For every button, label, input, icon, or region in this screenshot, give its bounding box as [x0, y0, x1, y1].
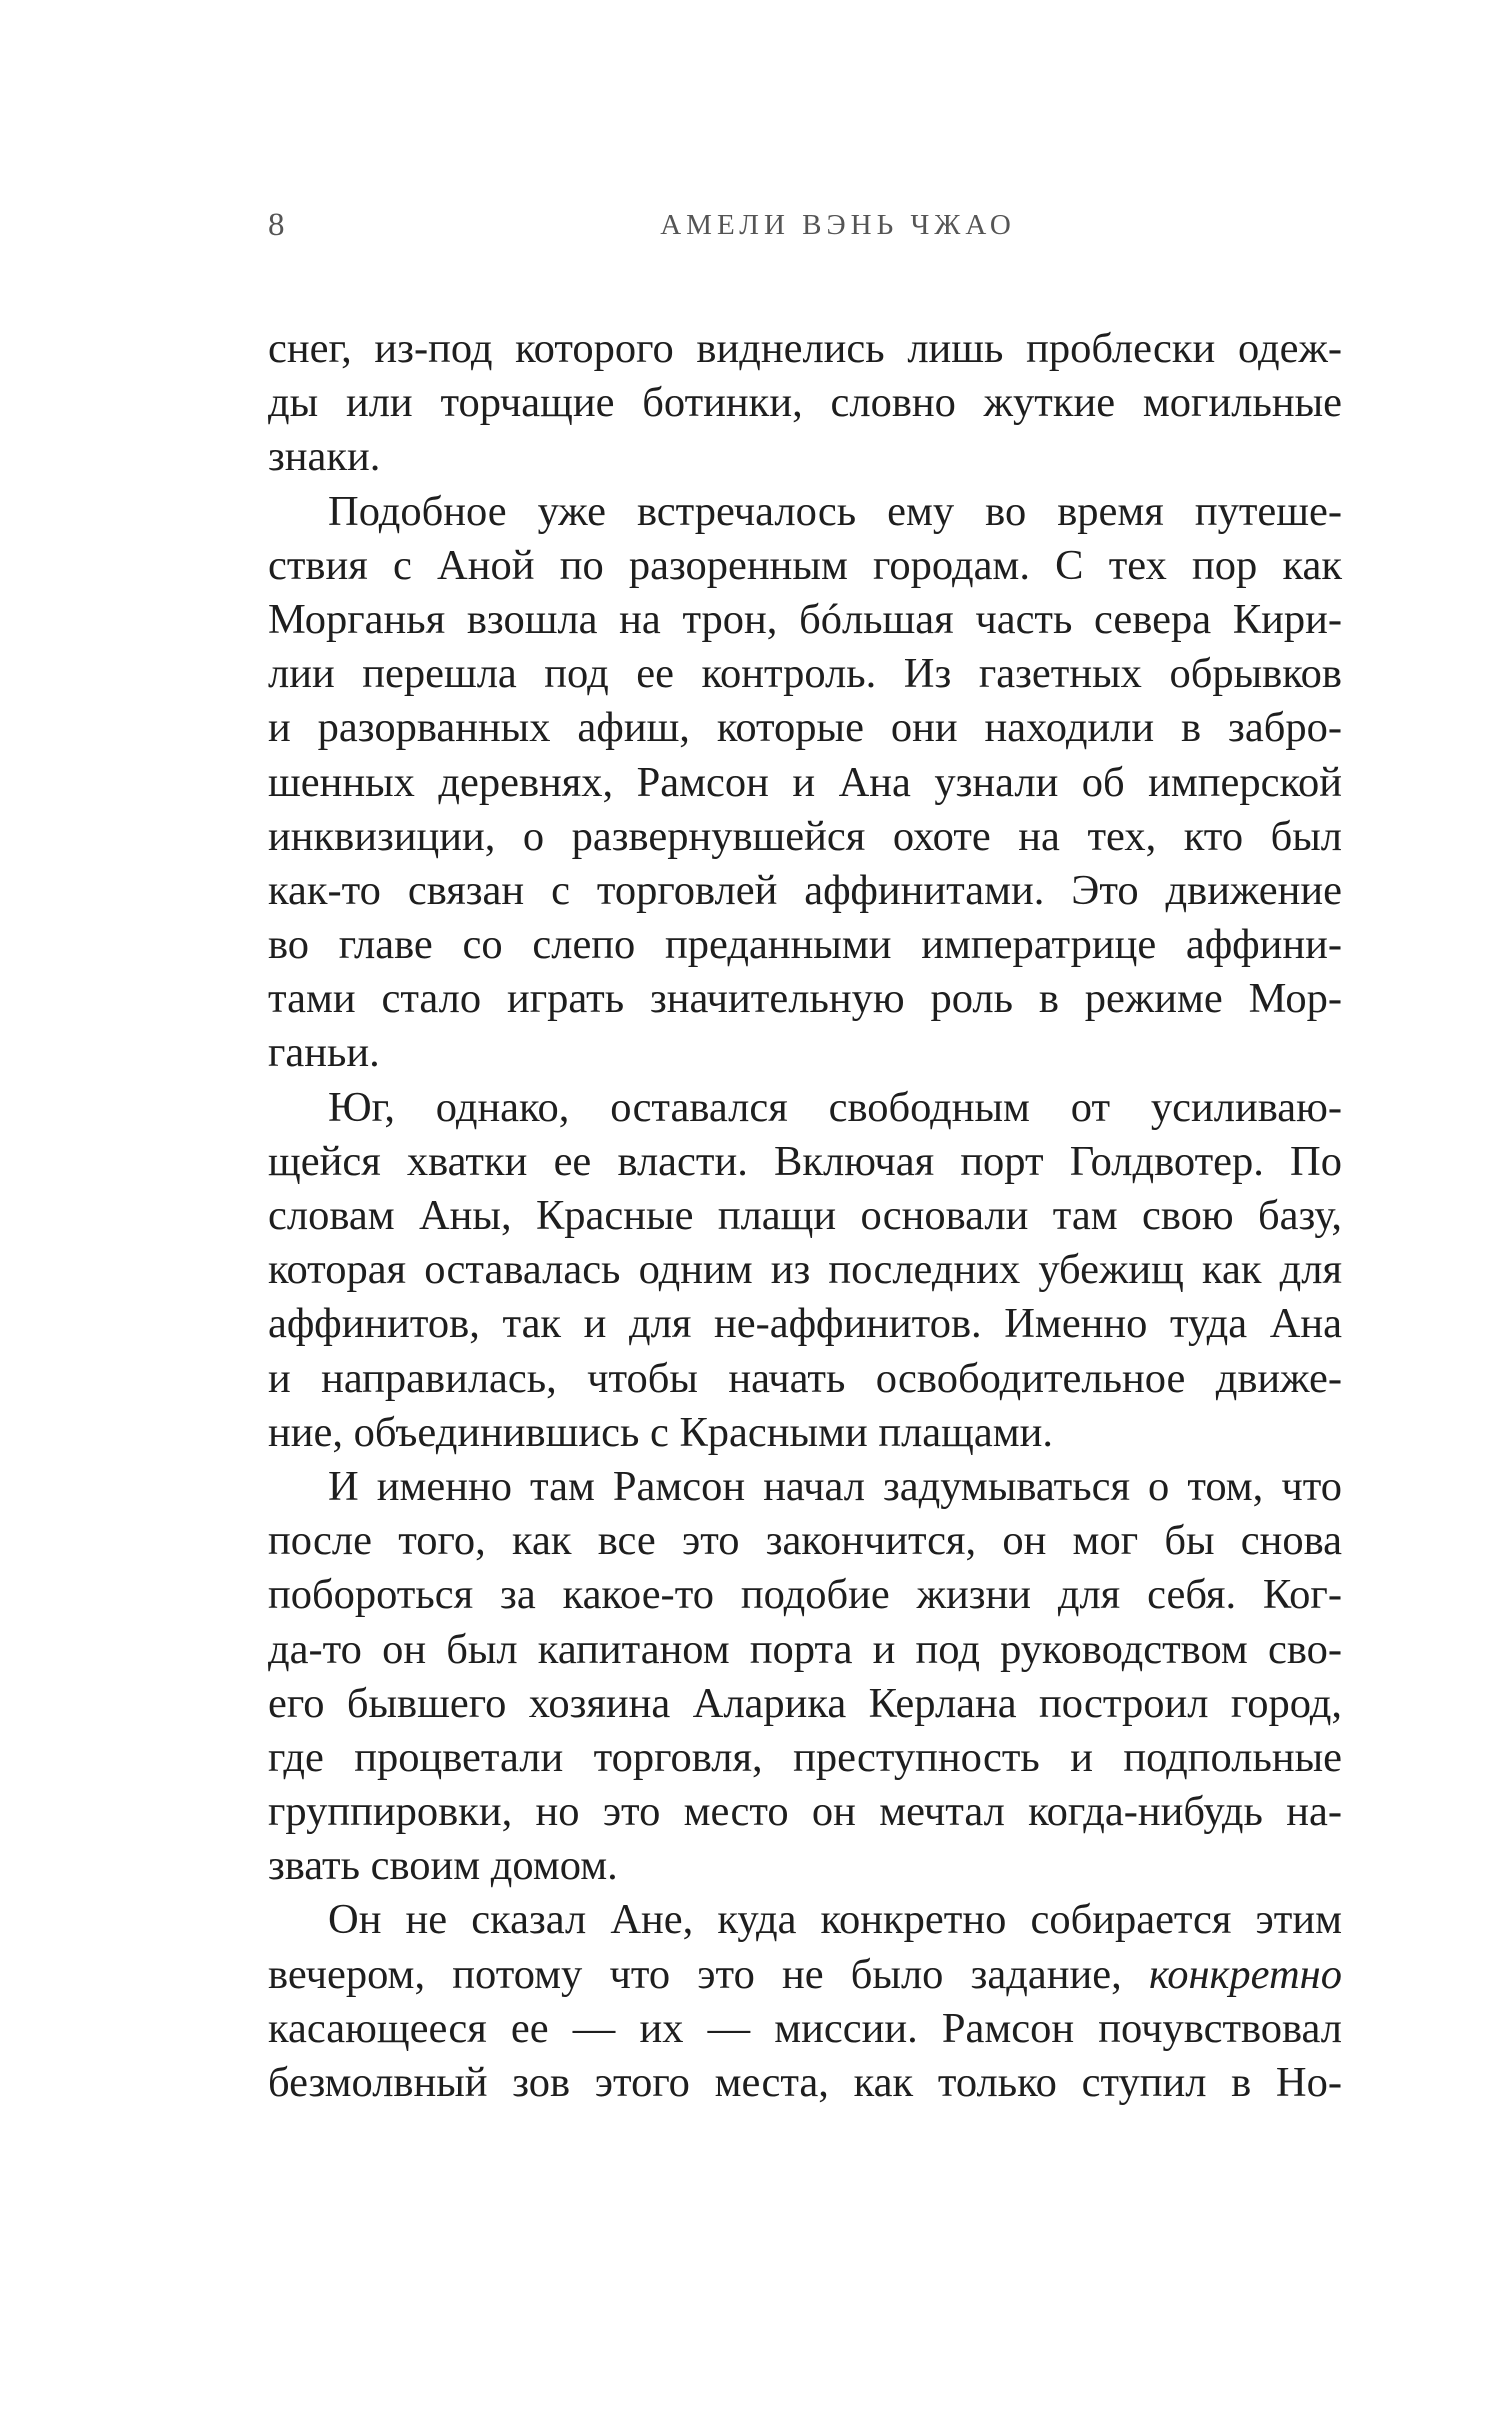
- text-line: ствия с Аной по разоренным городам. С тех пор как: [268, 541, 1342, 589]
- text-line: Морганья взошла на трон, бóльшая часть севера Кири-: [268, 595, 1342, 643]
- text-line: Он не сказал Ане, куда конкретно собирается этим: [328, 1896, 1342, 1944]
- text-line: снег, из-под которого виднелись лишь проблески одеж-: [268, 325, 1342, 372]
- text-line: лии перешла под ее контроль. Из газетных обрывков: [268, 650, 1342, 698]
- text-line: шенных деревнях, Рамсон и Ана узнали об имперской: [268, 758, 1342, 806]
- text-line: которая оставалась одним из последних убежищ как для: [268, 1246, 1342, 1294]
- text-segment: вечером, потому что это не было задание,: [268, 1950, 1122, 1998]
- page-number: 8: [268, 207, 285, 243]
- text-line: после того, как все это закончится, он мог бы снова: [268, 1517, 1342, 1565]
- text-line: словам Аны, Красные плащи основали там свою базу,: [268, 1192, 1342, 1239]
- text-line: ды или торчащие ботинки, словно жуткие могильные: [268, 379, 1342, 427]
- text-line: знаки.: [268, 433, 381, 481]
- paragraph: [268, 485, 1342, 1081]
- paragraph: [268, 1460, 1342, 1894]
- text-line: звать своим домом.: [268, 1842, 618, 1890]
- text-line: тами стало играть значительную роль в режиме Мор-: [268, 975, 1342, 1023]
- text-line: ние, объединившись с Красными плащами.: [268, 1408, 1054, 1456]
- text-line: щейся хватки ее власти. Включая порт Голдвотер. По: [268, 1137, 1342, 1185]
- text-line-with-emphasis: [268, 1948, 1342, 2002]
- text-line: и направилась, чтобы начать освободительное движе-: [268, 1354, 1342, 1402]
- text-line: касающееся ее — их — миссии. Рамсон почувствовал: [268, 2004, 1342, 2052]
- paragraph: [268, 1081, 1342, 1460]
- text-line: группировки, но это место он мечтал когда-нибудь на-: [268, 1788, 1342, 1836]
- text-line: инквизиции, о развернувшейся охоте на тех, кто был: [268, 812, 1342, 860]
- running-head: [268, 200, 1348, 250]
- text-line: побороться за какое-то подобие жизни для себя. Ког-: [268, 1571, 1342, 1619]
- emphasis-word: конкретно: [1148, 1950, 1343, 1998]
- text-line: во главе со слепо преданными императрице аффини-: [268, 921, 1342, 969]
- paragraph: [268, 322, 1342, 485]
- text-line: Юг, однако, оставался свободным от усиливаю-: [328, 1083, 1342, 1131]
- body-text: [268, 322, 1342, 2110]
- text-line: и разорванных афиш, которые они находили в забро-: [268, 704, 1342, 752]
- paragraph: [268, 1893, 1342, 2110]
- text-line: И именно там Рамсон начал задумываться о том, что: [328, 1462, 1342, 1510]
- text-line: да-то он был капитаном порта и под руководством сво-: [268, 1625, 1342, 1673]
- book-author-header: АМЕЛИ ВЭНЬ ЧЖАО: [660, 209, 1016, 241]
- text-line: безмолвный зов этого места, как только ступил в Но-: [268, 2059, 1342, 2106]
- text-line: Подобное уже встречалось ему во время путеше-: [328, 487, 1342, 535]
- text-line: где процветали торговля, преступность и подпольные: [268, 1733, 1342, 1781]
- text-line: ганьи.: [268, 1029, 380, 1077]
- text-line: как-то связан с торговлей аффинитами. Это движение: [268, 866, 1342, 914]
- text-line: его бывшего хозяина Аларика Керлана построил город,: [268, 1679, 1342, 1727]
- text-line: аффинитов, так и для не-аффинитов. Именно туда Ана: [268, 1300, 1342, 1348]
